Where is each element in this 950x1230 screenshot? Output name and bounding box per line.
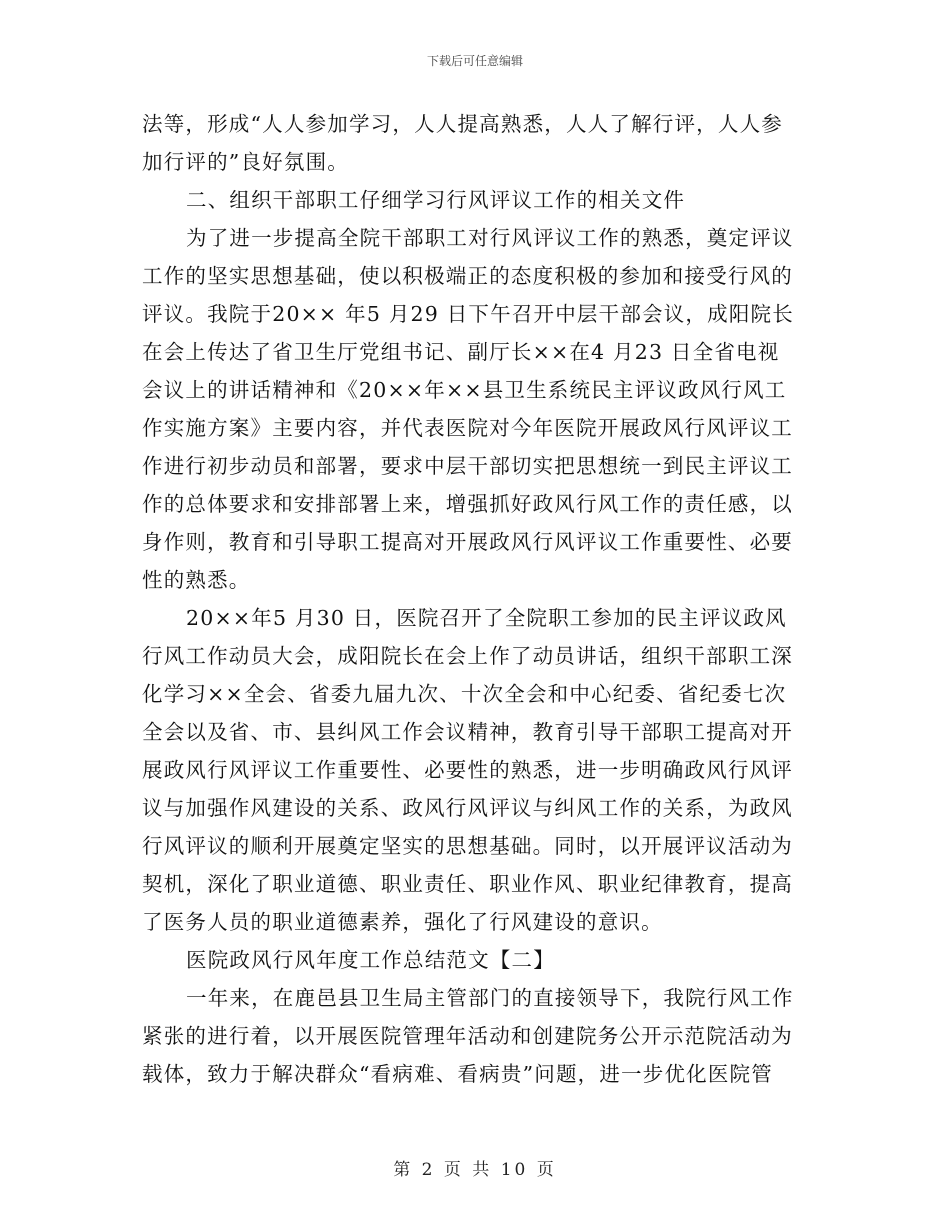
page-number-footer: 第 2 页 共 10 页 bbox=[393, 1160, 557, 1180]
text-line: 一年来，在鹿邑县卫生局主管部门的直接领导下，我院行风工作 bbox=[186, 986, 794, 1010]
text-line: 身作则，教育和引导职工提高对开展政风行风评议工作重要性、必要 bbox=[142, 530, 793, 554]
text-line: 作实施方案》主要内容，并代表医院对今年医院开展政风行风评议工 bbox=[142, 416, 793, 440]
text-line: 评议。我院于20×× 年5 月29 日下午召开中层干部会议，成阳院长 bbox=[142, 302, 794, 326]
text-line: 行风评议的顺利开展奠定坚实的思想基础。同时，以开展评议活动为 bbox=[142, 834, 793, 858]
text-line: 了医务人员的职业道德素养，强化了行风建设的意识。 bbox=[142, 910, 663, 934]
text-line: 法等，形成“人人参加学习，人人提高熟悉，人人了解行评，人人参 bbox=[142, 112, 783, 136]
text-line: 20××年5 月30 日，医院召开了全院职工参加的民主评议政风 bbox=[186, 606, 787, 630]
text-line: 作的总体要求和安排部署上来，增强抓好政风行风工作的责任感，以 bbox=[142, 492, 793, 516]
text-line: 工作的坚实思想基础，使以积极端正的态度积极的参加和接受行风的 bbox=[142, 264, 793, 288]
text-line: 议与加强作风建设的关系、政风行风评议与纠风工作的关系，为政风 bbox=[142, 796, 793, 820]
text-line: 行风工作动员大会，成阳院长在会上作了动员讲话，组织干部职工深 bbox=[142, 644, 793, 668]
text-line: 作进行初步动员和部署，要求中层干部切实把思想统一到民主评议工 bbox=[142, 454, 793, 478]
text-line: 全会以及省、市、县纠风工作会议精神，教育引导干部职工提高对开 bbox=[142, 720, 793, 744]
section-heading: 二、组织干部职工仔细学习行风评议工作的相关文件 bbox=[186, 188, 686, 212]
document-body bbox=[142, 105, 807, 1093]
text-line: 在会上传达了省卫生厅党组书记、副厅长××在4 月23 日全省电视 bbox=[142, 340, 780, 364]
text-line: 会议上的讲话精神和《20××年××县卫生系统民主评议政风行风工 bbox=[142, 378, 787, 402]
text-line: 展政风行风评议工作重要性、必要性的熟悉，进一步明确政风行风评 bbox=[142, 758, 793, 782]
text-line: 载体，致力于解决群众“看病难、看病贵”问题，进一步优化医院管 bbox=[142, 1062, 773, 1086]
text-line: 契机，深化了职业道德、职业责任、职业作风、职业纪律教育，提高 bbox=[142, 872, 793, 896]
text-line: 化学习××全会、省委九届九次、十次全会和中心纪委、省纪委七次 bbox=[142, 682, 787, 706]
text-line: 紧张的进行着，以开展医院管理年活动和创建院务公开示范院活动为 bbox=[142, 1024, 793, 1048]
section-heading: 医院政风行风年度工作总结范文【二】 bbox=[186, 948, 555, 972]
text-line: 为了进一步提高全院干部职工对行风评议工作的熟悉，奠定评议 bbox=[186, 226, 794, 250]
text-line: 性的熟悉。 bbox=[142, 568, 251, 592]
text-line: 加行评的”良好氛围。 bbox=[142, 150, 349, 174]
page-header: 下载后可任意编辑 bbox=[426, 54, 523, 68]
